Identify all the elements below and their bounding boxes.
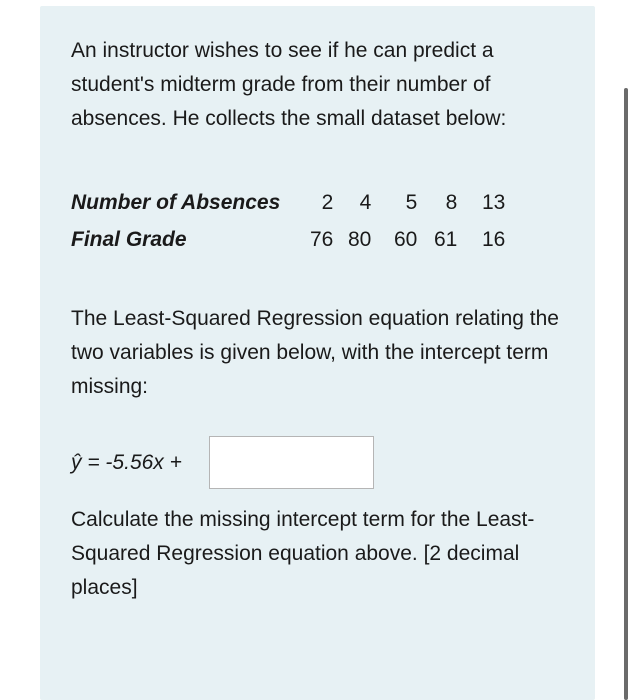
question-text: Calculate the missing intercept term for the Least-Squared Regression equation above. [2 decimal places] xyxy=(71,508,535,599)
intro-text: An instructor wishes to see if he can predict a student's midterm grade from their number of absences. He collects the small dataset below: xyxy=(71,39,507,130)
table-cell: 80 xyxy=(348,227,372,251)
table-row xyxy=(71,184,505,221)
table-row xyxy=(71,221,505,258)
regression-equation: ŷ = -5.56x + xyxy=(71,451,182,474)
regression-description: The Least-Squared Regression equation relating the two variables is given below, with the intercept term missing: xyxy=(71,307,559,398)
table-cell: 5 xyxy=(405,190,418,214)
table-cell: 4 xyxy=(359,190,372,214)
intercept-answer-input[interactable] xyxy=(209,436,374,489)
table-cell: 61 xyxy=(434,227,458,251)
table-cell: 60 xyxy=(394,227,418,251)
table-cell: 13 xyxy=(482,190,506,214)
row-label-absences: Number of Absences xyxy=(71,190,281,214)
data-table xyxy=(71,184,505,258)
table-cell: 16 xyxy=(482,227,506,251)
scrollbar[interactable] xyxy=(624,88,628,700)
table-cell: 2 xyxy=(321,190,334,214)
table-cell: 8 xyxy=(445,190,458,214)
table-cell: 76 xyxy=(310,227,334,251)
row-label-final-grade: Final Grade xyxy=(71,227,187,251)
